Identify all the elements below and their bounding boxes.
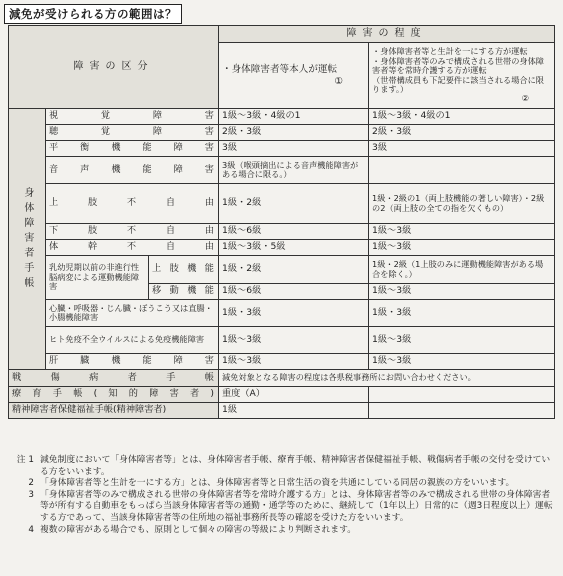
- row-name-upper-limb: 上肢不自由: [46, 184, 219, 224]
- row-ryoiku-self: 重度（A）: [219, 387, 369, 403]
- category-header: 障害の区分: [9, 26, 219, 109]
- row-name-seishin: 精神障害者保健福祉手帳(精神障害者): [9, 403, 219, 419]
- row-cerebral-upper-self: 1級・2級: [219, 256, 369, 284]
- row-name-trunk: 体幹不自由: [46, 240, 219, 256]
- note-text: 「身体障害者等と生計を一にする方」とは、身体障害者等と日常生活の資を共通にしている同居の親族の方をいいます。: [40, 478, 515, 489]
- row-ryoiku-family: [369, 387, 555, 403]
- row-hearing-family: 2級・3級: [369, 125, 555, 141]
- note-text: 複数の障害がある場合でも、原則として個々の障害の等級により判断されます。: [40, 524, 356, 535]
- row-trunk-self: 1級～3級・5級: [219, 240, 369, 256]
- family-driver-line1: ・身体障害者等と生計を一にする方が運転: [372, 46, 528, 57]
- row-name-visual: 視覚障害: [46, 109, 219, 125]
- notes-section: [2, 455, 558, 536]
- row-internal-self: 1級・3級: [219, 300, 369, 327]
- row-name-cerebral: 乳幼児期以前の非進行性脳病変による運動機能障害: [46, 256, 149, 300]
- row-name-internal: 心臓・呼吸器・じん臓・ぼうこう又は直腸・小腸機能障害: [46, 300, 219, 327]
- note-item: [2, 455, 558, 478]
- row-upper-limb-family: 1級・2級の1（両上肢機能の著しい障害）・2級の2（両上肢の全ての指を欠くもの）: [369, 184, 555, 224]
- note-number: 注 1: [16, 455, 34, 465]
- row-liver-self: 1級～3級: [219, 354, 369, 370]
- self-driver-label: ・身体障害者等本人が運転: [222, 64, 338, 76]
- row-liver-family: 1級～3級: [369, 354, 555, 370]
- row-lower-limb-self: 1級～6級: [219, 224, 369, 240]
- self-driver-header: [219, 43, 369, 109]
- row-cerebral-mobility-self: 1級～6級: [219, 284, 369, 300]
- degree-header: 障害の程度: [219, 26, 555, 43]
- row-name-cerebral-mobility: 移動機能: [149, 284, 219, 300]
- row-cerebral-upper-family: 1級・2級（1上肢のみに運動機能障害がある場合を除く。）: [369, 256, 555, 284]
- row-hiv-family: 1級～3級: [369, 327, 555, 354]
- note-item: [2, 490, 558, 525]
- row-internal-family: 1級・3級: [369, 300, 555, 327]
- physical-disability-group-label: 身体障害者手帳: [9, 109, 46, 370]
- family-driver-header: [369, 43, 555, 109]
- row-name-hearing: 聴覚障害: [46, 125, 219, 141]
- note-number: 3: [28, 489, 34, 500]
- row-upper-limb-self: 1級・2級: [219, 184, 369, 224]
- row-name-voice: 音声機能障害: [46, 157, 219, 184]
- row-balance-self: 3級: [219, 141, 369, 157]
- row-hiv-self: 1級～3級: [219, 327, 369, 354]
- page-title: 減免が受けられる方の範囲は？: [4, 4, 182, 24]
- row-voice-self: 3級（喉頭摘出による音声機能障害がある場合に限る。）: [219, 157, 369, 184]
- row-seishin-family: [369, 403, 555, 419]
- row-hearing-self: 2級・3級: [219, 125, 369, 141]
- row-name-liver: 肝臓機能障害: [46, 354, 219, 370]
- col1-number: ①: [334, 75, 343, 87]
- row-name-hiv: ヒト免疫不全ウイルスによる免疫機能障害: [46, 327, 219, 354]
- row-name-cerebral-upper: 上肢機能: [149, 256, 219, 284]
- row-war-note: 減免対象となる障害の程度は各県税事務所にお問い合わせください。: [219, 370, 555, 387]
- note-text: 「身体障害者等のみで構成される世帯の身体障害者等を常時介護する方」とは、身体障害者等のみで構成される世帯の身体障害者等が所有する自動車をもっぱら当該身体障害者等の通勤・通学等のために、継続して（1年以上）日常的に（週3日程度以上）運転する方であって、当該身体障害者等の住所地の福祉事務所長等の確認を受けた方をいいます。: [40, 489, 553, 524]
- col2-number: ②: [521, 93, 529, 104]
- row-trunk-family: 1級～3級: [369, 240, 555, 256]
- family-driver-line3: （世帯構成員も下記要件に該当される場合に限ります。）: [372, 74, 544, 94]
- row-lower-limb-family: 1級～3級: [369, 224, 555, 240]
- row-visual-family: 1級～3級・4級の1: [369, 109, 555, 125]
- note-text: 減免制度において「身体障害者等」とは、身体障害者手帳、療育手帳、精神障害者保健福祉手帳、戦傷病者手帳の交付を受けている方をいいます。: [40, 455, 551, 477]
- family-driver-line2: ・身体障害者等のみで構成される世帯の身体障害者等を常時介護する方が運転: [372, 55, 544, 76]
- row-visual-self: 1級～3級・4級の1: [219, 109, 369, 125]
- row-name-war: 戦傷病者手帳: [9, 370, 219, 387]
- row-seishin-self: 1級: [219, 403, 369, 419]
- row-cerebral-mobility-family: 1級～3級: [369, 284, 555, 300]
- row-name-ryoiku: 療育手帳(知的障害者): [9, 387, 219, 403]
- row-balance-family: 3級: [369, 141, 555, 157]
- note-number: 2: [28, 478, 34, 489]
- eligibility-table: [8, 25, 555, 419]
- note-item: [2, 478, 558, 490]
- row-name-lower-limb: 下肢不自由: [46, 224, 219, 240]
- note-item: [2, 525, 558, 537]
- row-voice-family: [369, 157, 555, 184]
- note-number: 4: [28, 524, 34, 535]
- row-name-balance: 平衡機能障害: [46, 141, 219, 157]
